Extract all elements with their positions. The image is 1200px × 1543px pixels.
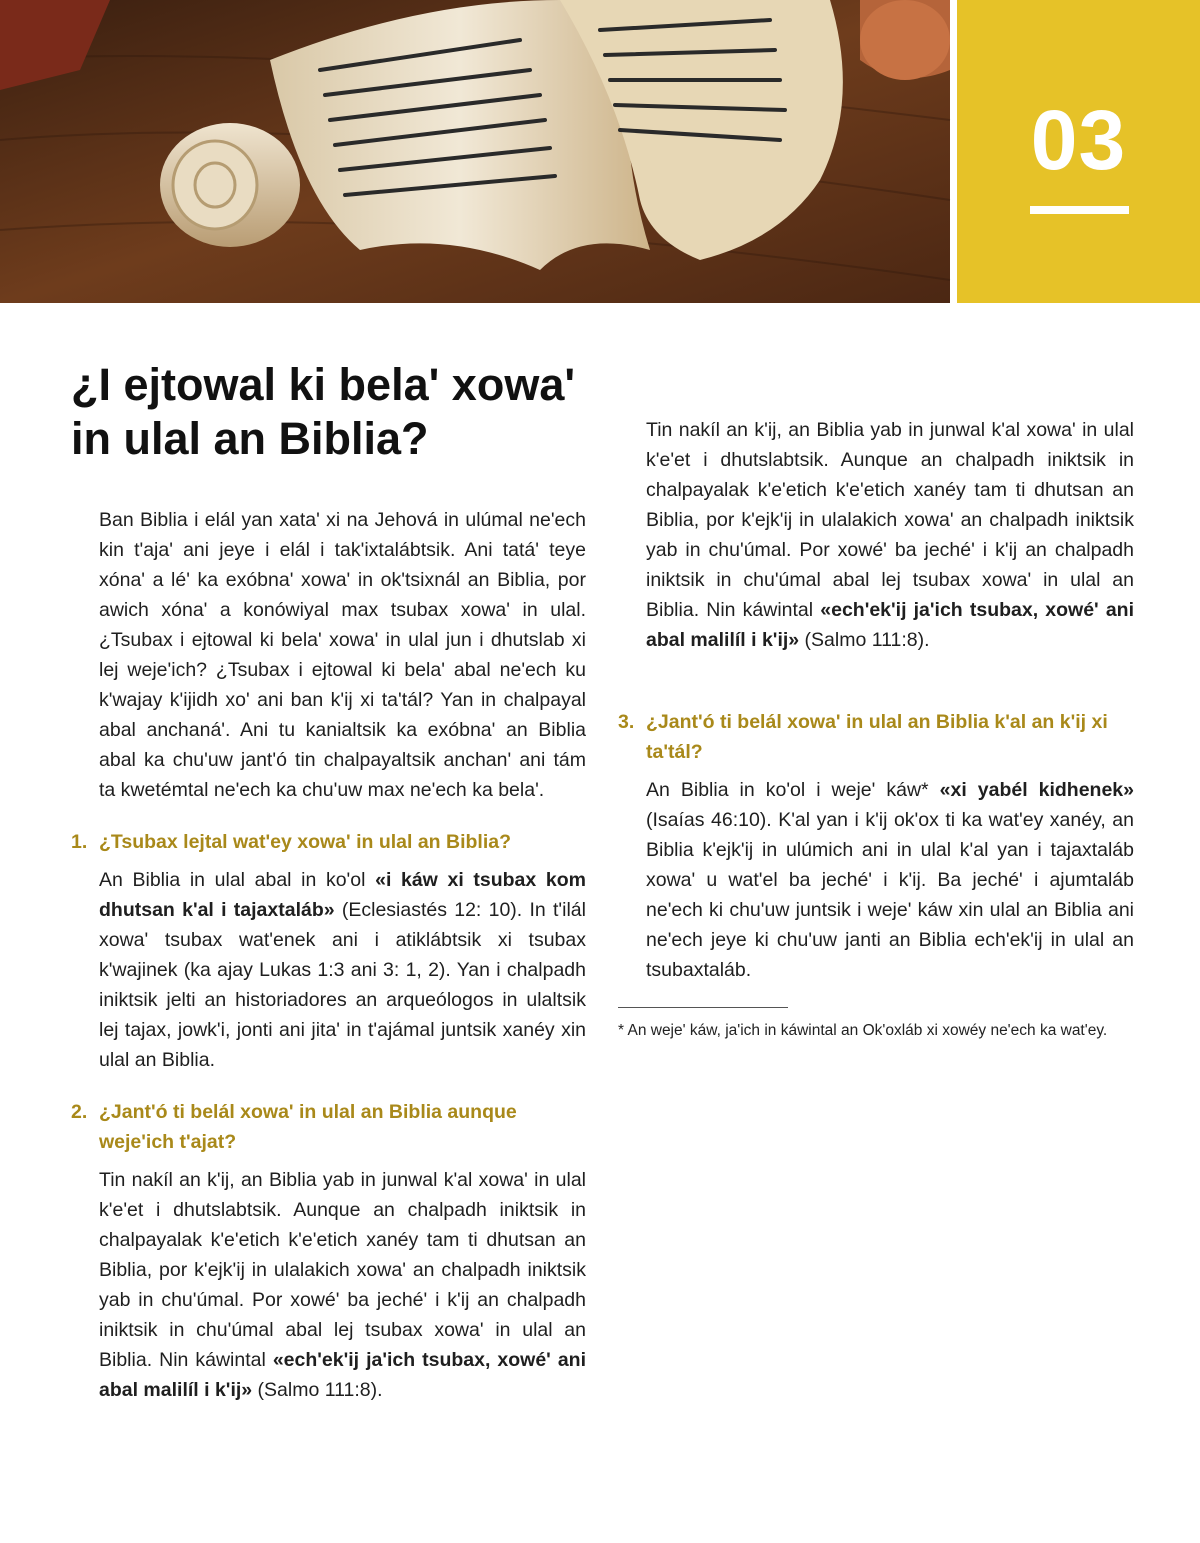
answer-2-text-end: (Salmo 111:8). xyxy=(252,1379,383,1401)
question-2-number: 2. xyxy=(71,1101,88,1123)
answer-3-text: An Biblia in ko'ol i weje' káw* xyxy=(646,779,940,801)
chapter-underline xyxy=(1030,206,1129,214)
answer-2-continuation xyxy=(618,419,1134,685)
answer-3-text-end: (Isaías 46:10). K'al yan i k'ij ok'ox ti ka wat'ey xanéy, an Biblia k'ejk'ij in ulúmich ani in ulal k'al yan i tajaxtaláb xowa' u wat'el ba jeché' i k'ij. Ba jeché' i ajumtaláb ne'ech ki chu'uw juntsik i weje' káw xin ulal an Biblia ani ne'ech jeye ki chu'uw janti an Biblia ech'ek'ij in ulal an tsubaxtaláb. xyxy=(646,809,1134,981)
title-line-2: in ulal an Biblia? xyxy=(71,413,429,464)
answer-2-text: Tin nakíl an k'ij, an Biblia yab in junwal k'al xowa' in ulal k'e'et i dhutslabtsik. Aunque an chalpadh iniktsik in chalpayalak k'e'etich k'e'etich xanéy tam ti dhutsan an Biblia, por k'ejk'ij in ulalakich xowa' an chalpadh iniktsik yab in chu'úmal. Por xowé' ba jeché' i k'ij an chalpadh iniktsik in chu'úmal abal lej tsubax xowa' in ulal an Biblia. Nin káwintal xyxy=(99,1169,586,1371)
chapter-box xyxy=(957,0,1200,303)
left-column xyxy=(71,505,586,1401)
answer-3-quote: «xi yabél kidhenek» xyxy=(939,779,1134,801)
question-2 xyxy=(71,1097,586,1157)
question-1 xyxy=(71,827,586,857)
question-2-text: ¿Jant'ó ti belál xowa' in ulal an Biblia aunque weje'ich t'ajat? xyxy=(99,1101,517,1153)
footnote-divider xyxy=(618,1007,788,1008)
right-column xyxy=(618,419,1134,1041)
question-3 xyxy=(618,707,1134,767)
answer-1-text-end: (Eclesiastés 12: 10). In t'ilál xowa' tsubax wat'enek ani i atiklábtsik xi tsubax k'wajinek (ka ajay Lukas 1:3 ani 3: 1, 2). Yan i chalpadh iniktsik jelti an historiadores an arqueólogos in ulaltsik lej tajax, jowk'i, jonti ani jita' in t'ajámal juntsik xanéy xin ulal an Biblia. xyxy=(99,899,586,1071)
answer-2-quote: «ech'ek'ij ja'ich tsubax, xowé' ani abal malilíl i k'ij» xyxy=(99,1349,586,1401)
question-3-number: 3. xyxy=(618,711,635,733)
intro-paragraph: Ban Biblia i elál yan xata' xi na Jehová in ulúmal ne'ech kin t'aja' ani jeye i elál i tak'ixtalábtsik. Ani tatá' teye xóna' a lé' ka exóbna' xowa' in ok'tsixnál an Biblia, por awich xóna' a konówiyal max tsubax xowa' in ulal. ¿Tsubax i ejtowal ki bela' xowa' in ulal jun i dhutslab xi lej weje'ich? ¿Tsubax i ejtowal ki bela' abal ne'ech ku k'wajay k'ijidh xo' ani ban k'ij xi ta'tál? Yan in chalpayal abal anchaná'. Ani tu kanialtsik ka exóbna' an Biblia abal ka chu'uw jant'ó tin chalpayaltsik anchan' ani tám ta kwetémtal ne'ech ka chu'uw max ne'ech ka bela'. xyxy=(99,509,586,801)
answer-1 xyxy=(71,865,586,1075)
answer-2 xyxy=(71,1165,586,1401)
question-3-text: ¿Jant'ó ti belál xowa' in ulal an Biblia k'al an k'ij xi ta'tál? xyxy=(646,711,1108,763)
answer-2-cont-text-end: (Salmo 111:8). xyxy=(799,629,930,651)
chapter-number: 03 xyxy=(1030,93,1127,187)
question-1-text: ¿Tsubax lejtal wat'ey xowa' in ulal an Biblia? xyxy=(99,831,512,853)
answer-2-cont-text: Tin nakíl an k'ij, an Biblia yab in junwal k'al xowa' in ulal k'e'et i dhutslabtsik. Aunque an chalpadh iniktsik in chalpayalak k'e'etich k'e'etich xanéy tam ti dhutsan an Biblia, por k'ejk'ij in ulalakich xowa' an chalpadh iniktsik yab in chu'úmal. Por xowé' ba jeché' i k'ij an chalpadh iniktsik in chu'úmal abal lej tsubax xowa' in ulal an Biblia. Nin káwintal xyxy=(646,419,1134,621)
footnote: * An weje' káw, ja'ich in káwintal an Ok'oxláb xi xowéy ne'ech ka wat'ey. xyxy=(618,1022,1108,1039)
title-line-1: ¿I ejtowal ki bela' xowa' xyxy=(71,359,576,410)
answer-2-cont-quote: «ech'ek'ij ja'ich tsubax, xowé' ani abal malilíl i k'ij» xyxy=(646,599,1134,651)
answer-1-text: An Biblia in ulal abal in ko'ol xyxy=(99,869,376,891)
scroll-photo xyxy=(0,0,950,303)
answer-3 xyxy=(618,775,1134,985)
answer-1-quote: «i káw xi tsubax kom dhutsan k'al i tajaxtaláb» xyxy=(99,869,586,921)
question-1-number: 1. xyxy=(71,831,88,853)
